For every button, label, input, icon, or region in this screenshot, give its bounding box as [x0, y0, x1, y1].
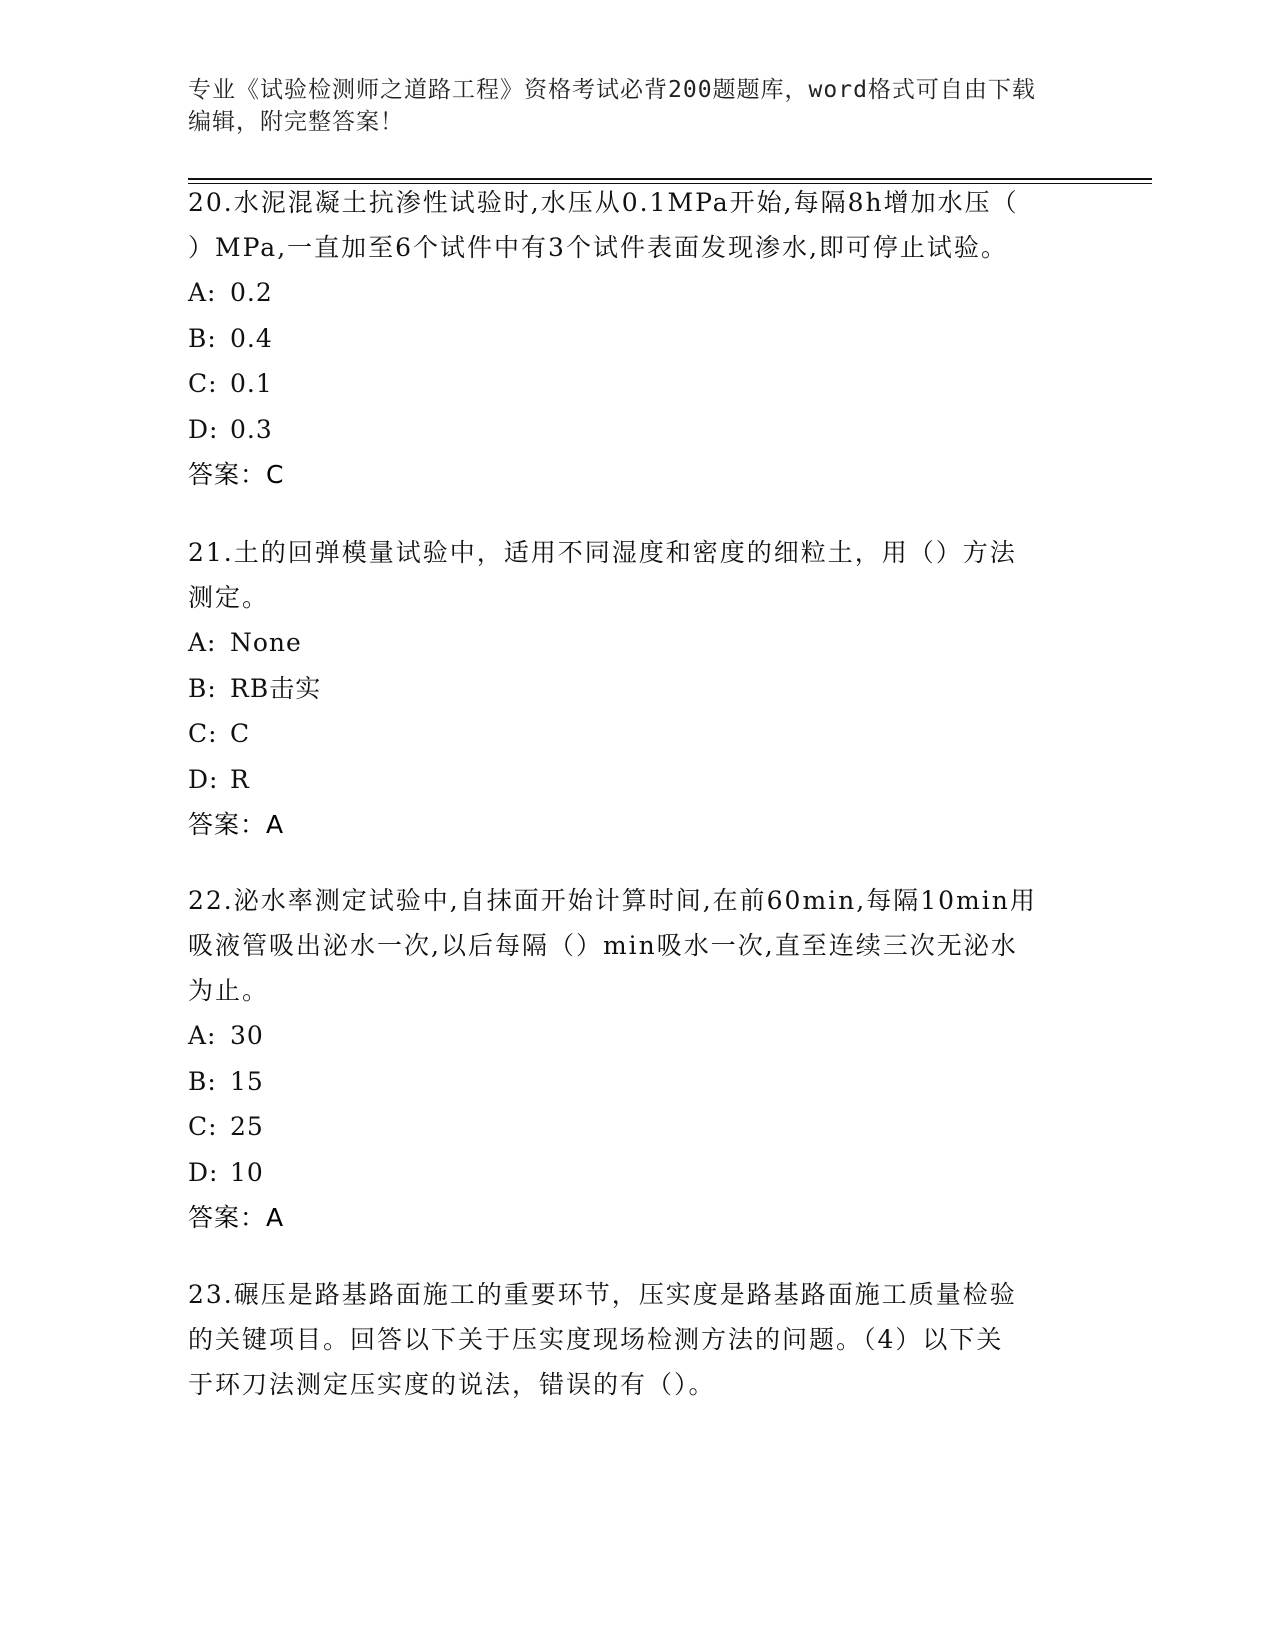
- question-stem-line: 22.泌水率测定试验中,自抹面开始计算时间,在前60min,每隔10min用: [188, 886, 1037, 915]
- option-text: 0.2: [230, 278, 273, 307]
- option-text: 0.3: [230, 414, 273, 444]
- option-letter: B:: [188, 673, 217, 703]
- question-21: [188, 530, 1078, 847]
- option-text: R: [230, 764, 250, 794]
- question-23: [188, 1272, 1078, 1407]
- header-line-2: 编辑，附完整答案！: [188, 109, 404, 135]
- question-stem-line: 测定。: [188, 583, 270, 612]
- option-d: [188, 757, 1078, 803]
- option-text: None: [230, 628, 302, 657]
- option-d: [188, 407, 1078, 453]
- question-stem-line: 为止。: [188, 976, 270, 1005]
- option-text: 30: [230, 1021, 264, 1050]
- option-text: 0.1: [230, 369, 273, 398]
- question-stem-line: 23.碾压是路基路面施工的重要环节，压实度是路基路面施工质量检验: [188, 1280, 1017, 1309]
- question-stem-line: 21.土的回弹模量试验中，适用不同湿度和密度的细粒土，用（）方法: [188, 538, 1017, 567]
- option-a: [188, 620, 1078, 666]
- option-text: 10: [230, 1157, 264, 1187]
- question-20: [188, 180, 1078, 497]
- question-stem-line: 于环刀法测定压实度的说法，错误的有（）。: [188, 1370, 716, 1399]
- option-letter: D:: [188, 1157, 219, 1187]
- answer-line: 答案：A: [188, 810, 285, 839]
- option-letter: D:: [188, 414, 219, 444]
- option-c: [188, 361, 1078, 407]
- option-d: [188, 1150, 1078, 1196]
- question-stem-line: ）MPa,一直加至6个试件中有3个试件表面发现渗水,即可停止试验。: [188, 233, 1008, 262]
- option-b: [188, 316, 1078, 362]
- question-stem-line: 吸液管吸出泌水一次,以后每隔（）min吸水一次,直至连续三次无泌水: [188, 931, 1018, 960]
- option-letter: A:: [188, 628, 217, 657]
- option-text: 15: [230, 1066, 264, 1096]
- option-text: 0.4: [230, 323, 273, 353]
- option-b: [188, 666, 1078, 712]
- option-letter: D:: [188, 764, 219, 794]
- option-text: RB击实: [230, 673, 322, 703]
- option-letter: B:: [188, 1066, 217, 1096]
- option-a: [188, 1013, 1078, 1059]
- option-c: [188, 711, 1078, 757]
- answer-line: 答案：A: [188, 1203, 285, 1232]
- option-a: [188, 270, 1078, 316]
- option-letter: A:: [188, 1021, 217, 1050]
- document-header: [188, 74, 1068, 138]
- header-line-1: 专业《试验检测师之道路工程》资格考试必背200题题库，word格式可自由下载: [188, 77, 1036, 103]
- option-letter: C:: [188, 1112, 218, 1141]
- option-letter: B:: [188, 323, 217, 353]
- option-text: 25: [230, 1112, 264, 1141]
- question-22: [188, 878, 1078, 1240]
- option-text: C: [230, 719, 251, 748]
- option-letter: C:: [188, 369, 218, 398]
- option-letter: C:: [188, 719, 218, 748]
- answer-line: 答案：C: [188, 460, 285, 489]
- question-stem-line: 的关键项目。回答以下关于压实度现场检测方法的问题。（4）以下关: [188, 1325, 1004, 1354]
- option-letter: A:: [188, 278, 217, 307]
- question-stem-line: 20.水泥混凝土抗渗性试验时,水压从0.1MPa开始,每隔8h增加水压（: [188, 188, 1019, 217]
- option-c: [188, 1104, 1078, 1150]
- option-b: [188, 1059, 1078, 1105]
